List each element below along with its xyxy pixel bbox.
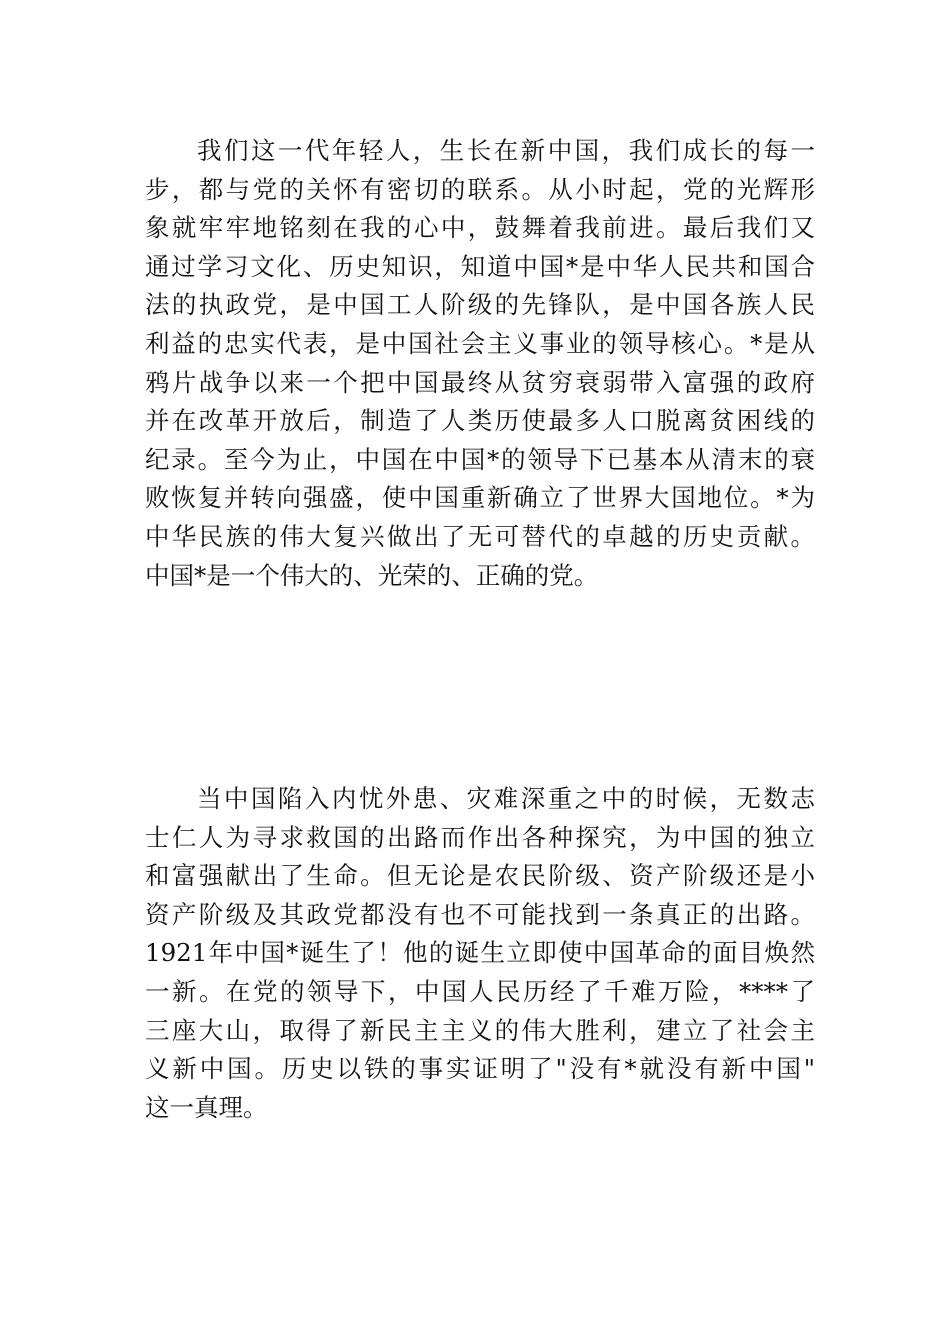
paragraph-2 (145, 780, 815, 1127)
text-line: 1921年中国*诞生了！他的诞生立即使中国革命的面目焕然 (145, 938, 815, 968)
text-line: 一新。在党的领导下，中国人民历经了千难万险，****了 (145, 976, 815, 1006)
paragraph-1 (145, 132, 815, 595)
text-line: 资产阶级及其政党都没有也不可能找到一条真正的出路。 (145, 899, 815, 929)
text-line: 通过学习文化、历史知识，知道中国*是中华人民共和国合 (145, 251, 815, 281)
text-line: 中华民族的伟大复兴做出了无可替代的卓越的历史贡献。 (145, 521, 815, 551)
text-line: 败恢复并转向强盛，使中国重新确立了世界大国地位。*为 (145, 483, 815, 513)
text-line: 并在改革开放后，制造了人类历使最多人口脱离贫困线的 (145, 406, 815, 436)
text-line: 士仁人为寻求救国的出路而作出各种探究，为中国的独立 (145, 822, 815, 852)
text-line: 这一真理。 (145, 1092, 268, 1122)
text-line: 和富强献出了生命。但无论是农民阶级、资产阶级还是小 (145, 861, 815, 891)
text-line: 利益的忠实代表，是中国社会主义事业的领导核心。*是从 (145, 328, 815, 358)
text-line: 中国*是一个伟大的、光荣的、正确的党。 (145, 560, 599, 590)
text-line: 我们这一代年轻人，生长在新中国，我们成长的每一 (197, 136, 815, 165)
text-line: 象就牢牢地铭刻在我的心中，鼓舞着我前进。最后我们又 (145, 213, 815, 243)
text-line: 鸦片战争以来一个把中国最终从贫穷衰弱带入富强的政府 (145, 367, 815, 397)
text-line: 步，都与党的关怀有密切的联系。从小时起，党的光辉形 (145, 174, 815, 204)
text-line: 三座大山，取得了新民主主义的伟大胜利，建立了社会主 (145, 1015, 815, 1045)
text-line: 义新中国。历史以铁的事实证明了"没有*就没有新中国" (145, 1054, 815, 1084)
text-line: 法的执政党，是中国工人阶级的先锋队，是中国各族人民 (145, 290, 815, 320)
text-line: 纪录。至今为止，中国在中国*的领导下已基本从清末的衰 (145, 444, 815, 474)
text-line: 当中国陷入内忧外患、灾难深重之中的时候，无数志 (197, 784, 815, 813)
